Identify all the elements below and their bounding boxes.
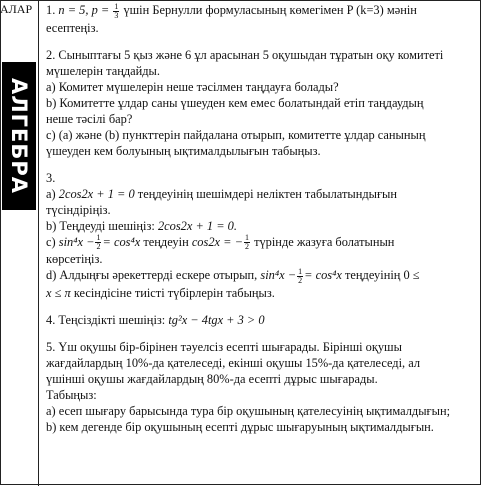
task2-c1: c) (a) және (b) пункттерін пайдалана отырып, комитетте ұлдар санының (46, 127, 426, 142)
task4-inequality: tg²x − 4tgx + 3 > 0 (168, 312, 265, 327)
task3-d: d) Алдыңғы әрекеттерді ескере отырып, sin⁴x − $\frac{1}{2}$ = cos⁴x теңдеуінің 0 ≤ (46, 266, 420, 285)
task5-l2: жағдайлардың 10%-да қателеседі, екінші оқушы 15%-да қателеседі, ал (46, 355, 421, 370)
column-divider (38, 0, 39, 486)
task3-c: c) sin⁴x − $\frac{1}{2}$ = cos⁴x теңдеуін cos2x = − $\frac{1}{2}$ түріндe жазуға болатынын (46, 233, 395, 252)
task2-intro1: 2. Сыныптағы 5 қыз және 6 ұл арасынан 5 оқушыдан тұратын оқу комитеті (46, 47, 444, 62)
task3-a: a) 2cos2x + 1 = 0 теңдеуінің шешімдері неліктен табылатындығын (46, 186, 398, 201)
task3-d2: x ≤ π кесіндісіне тиісті түбірлерін табыңыз. (46, 285, 275, 300)
task2-a: а) Комитет мүшелерін неше тәсілмен таңдауға болады? (46, 79, 339, 94)
task5-a: а) есеп шығару барысында тура бір оқушының қателесуінің ықтималдығын; (46, 403, 451, 418)
task1-line1 (46, 2, 478, 20)
task3-b-equation: 2cos2x + 1 = 0. (157, 218, 237, 233)
task5-b: b) кем дегенде бір оқушының есепті дұрыс шығаруының ықтималдығын. (46, 419, 434, 434)
task5-l3: үшінші оқушы жағдайлардың 80%-да есепті дұрыс шығарады. (46, 371, 378, 386)
task2-intro2: мүшелерін таңдайды. (46, 63, 160, 78)
vertical-title-block (2, 62, 36, 210)
task1-number: 1. (46, 3, 56, 17)
task1-p: p = (91, 3, 110, 17)
task3-c2: көрсетіңіз. (46, 252, 103, 267)
task2-b2: неше тәсілі бар? (46, 111, 133, 126)
task5-l4: Табыңыз: (46, 387, 97, 402)
task3-a-equation: 2cos2x + 1 = 0 (58, 186, 135, 201)
task4: 4. Теңсіздікті шешіңіз: tg²x − 4tgx + 3 > 0 (46, 312, 265, 327)
task3-number: 3. (46, 170, 56, 185)
task1-line2: есептеңіз. (46, 20, 99, 35)
task3-b: b) Теңдеуді шешіңіз: 2cos2x + 1 = 0. (46, 218, 237, 233)
side-header-label: АЛАР (0, 2, 33, 16)
task5-l1: 5. Үш оқушы бір-бірінен тәуелсіз есепті шығарады. Бірінші оқушы (46, 339, 402, 354)
task2-b1: b) Комитетте ұлдар саны үшеуден кем емес болатындай етіп таңдаудың (46, 95, 424, 110)
task2-c2: үшеуден кем болуының ықтималдылығын табыңыз. (46, 143, 321, 158)
task-content (46, 2, 478, 435)
task3-a2: түсіндіріңіз. (46, 202, 111, 217)
task1-n: n = 5, (58, 3, 89, 17)
task1-text: үшін Бернулли формуласының көмегімен P (k=3) мәнін (123, 3, 417, 17)
vertical-title: АЛГЕБРА (7, 77, 32, 195)
task1-fraction: $\frac{1}{3}$ (114, 1, 119, 20)
